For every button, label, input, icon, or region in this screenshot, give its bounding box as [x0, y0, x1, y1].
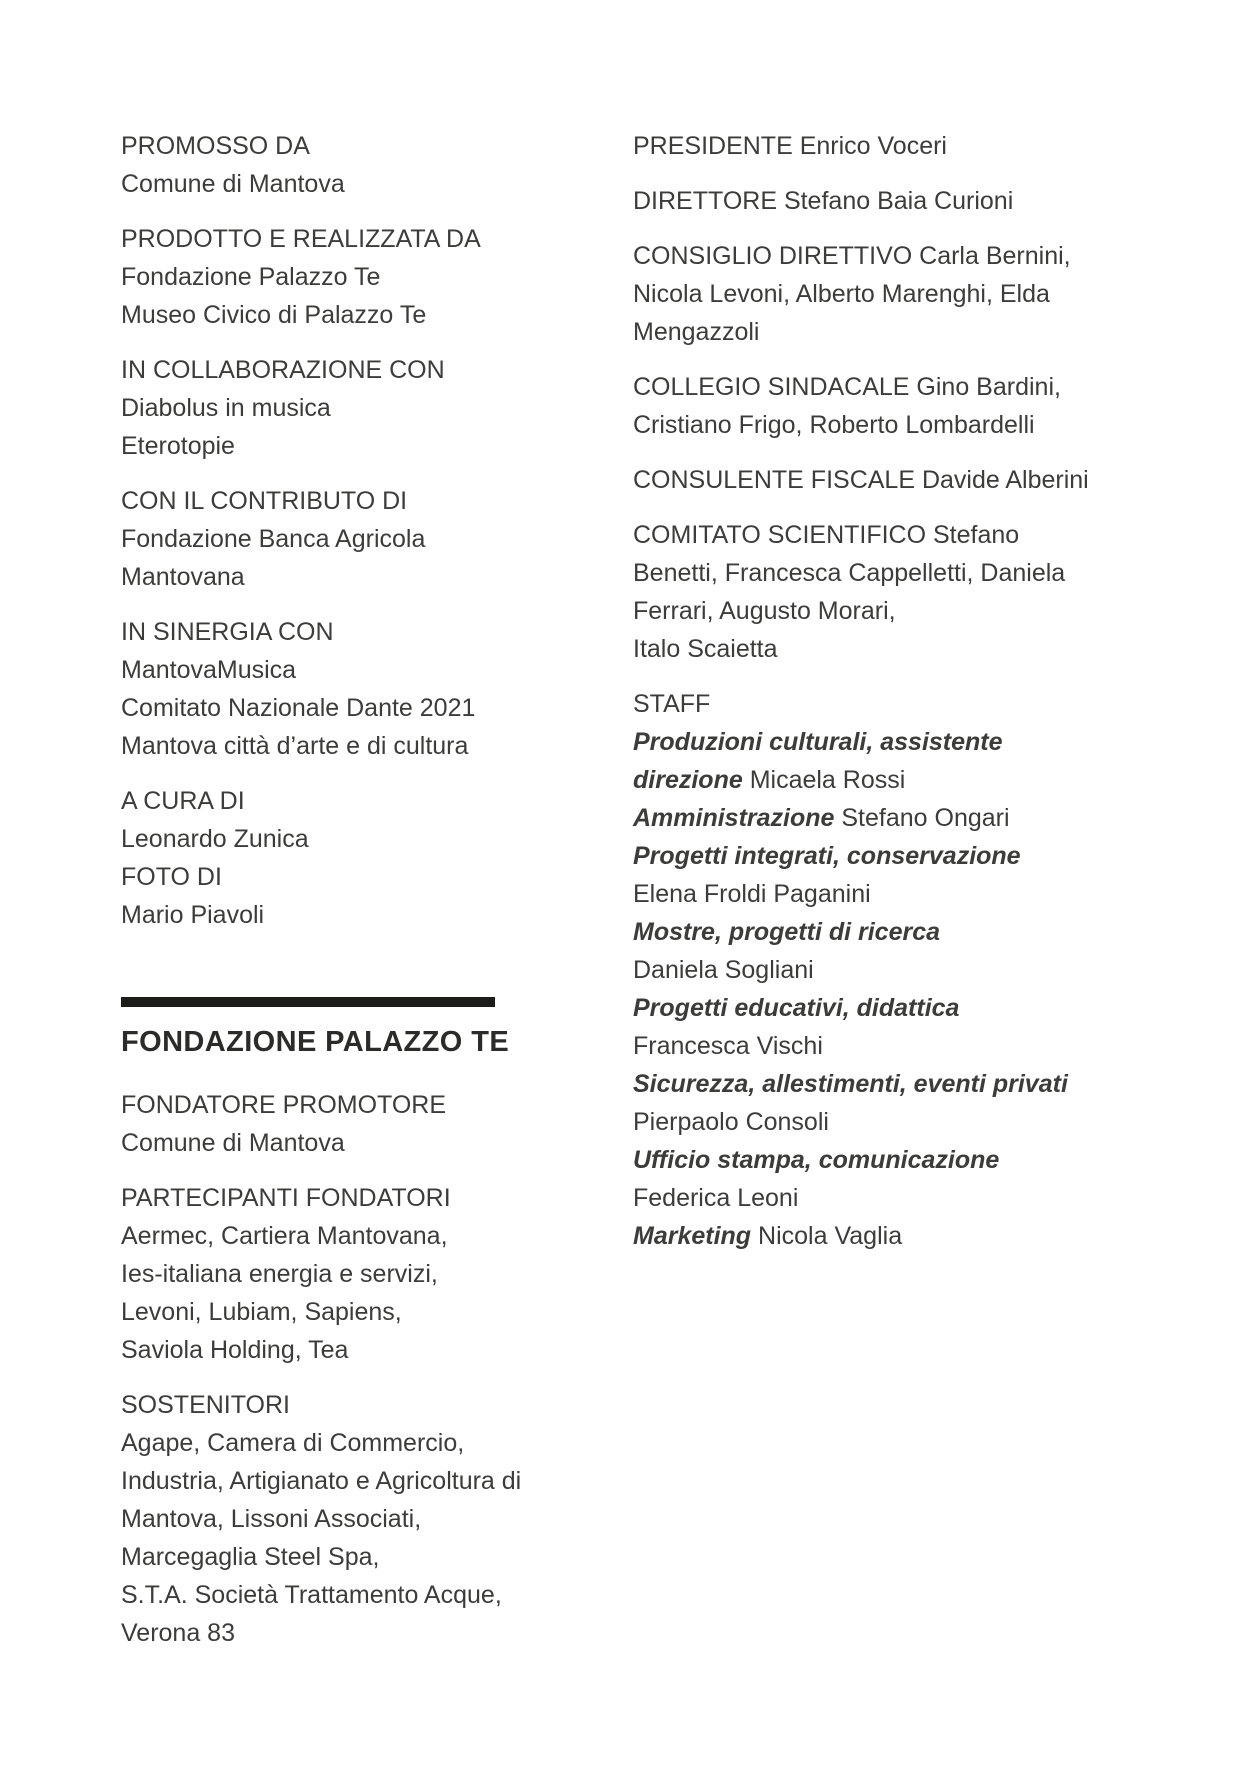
credit-line	[633, 630, 1133, 668]
credit-line	[121, 1217, 581, 1255]
credit-text: Leonardo Zunica	[121, 825, 309, 853]
credit-line	[121, 727, 581, 765]
left-column	[121, 127, 581, 1772]
credit-text: Industria, Artigianato e Agricoltura di	[121, 1467, 522, 1495]
credit-text: PRODOTTO E REALIZZATA DA	[121, 225, 481, 253]
credit-block-con-il-contributo-di	[121, 482, 581, 596]
credit-text: COMITATO SCIENTIFICO Stefano	[633, 521, 1020, 549]
credit-line	[633, 182, 1133, 220]
credit-text: Saviola Holding, Tea	[121, 1336, 349, 1364]
credit-line	[633, 1027, 1133, 1065]
credit-text: Daniela Sogliani	[633, 956, 814, 984]
credit-line	[121, 1293, 581, 1331]
credit-line	[633, 1179, 1133, 1217]
credit-line	[633, 1141, 1133, 1179]
role-label: Ufficio stampa, comunicazione	[633, 1146, 1000, 1174]
credit-line	[121, 165, 581, 203]
credit-line	[633, 127, 1133, 165]
credit-text: Ferrari, Augusto Morari,	[633, 597, 896, 625]
credit-block-promosso-da	[121, 127, 581, 203]
credit-line	[121, 427, 581, 465]
credit-text: IN COLLABORAZIONE CON	[121, 356, 445, 384]
credit-line	[633, 1103, 1133, 1141]
credit-line	[121, 820, 581, 858]
credit-text: Verona 83	[121, 1619, 235, 1647]
credit-line	[633, 799, 1133, 837]
credit-line	[121, 613, 581, 651]
credit-text: Italo Scaietta	[633, 635, 778, 663]
credit-text: STAFF	[633, 690, 711, 718]
role-label: direzione	[633, 766, 743, 794]
credit-line	[633, 554, 1133, 592]
credit-text: FOTO DI	[121, 863, 222, 891]
credit-line	[121, 127, 581, 165]
credit-line	[121, 1124, 581, 1162]
credit-text: PARTECIPANTI FONDATORI	[121, 1184, 451, 1212]
credit-text: Cristiano Frigo, Roberto Lombardelli	[633, 411, 1035, 439]
credit-text: CON IL CONTRIBUTO DI	[121, 487, 408, 515]
section-heading: FONDAZIONE PALAZZO TE	[121, 1026, 510, 1058]
credit-block-presidente	[633, 127, 1133, 165]
credit-block-fondatore-promotore	[121, 1086, 581, 1162]
credit-block-in-sinergia-con	[121, 613, 581, 765]
section-divider-rule	[121, 997, 495, 1007]
credit-text: PRESIDENTE Enrico Voceri	[633, 132, 947, 160]
credit-text: Nicola Vaglia	[751, 1222, 903, 1250]
role-label: Mostre, progetti di ricerca	[633, 918, 941, 946]
credit-text: Federica Leoni	[633, 1184, 799, 1212]
credit-text: Aermec, Cartiera Mantovana,	[121, 1222, 448, 1250]
credit-line	[121, 558, 581, 596]
right-column	[633, 127, 1133, 1772]
credit-block-prodotto-da	[121, 220, 581, 334]
credit-text: Mantova città d’arte e di cultura	[121, 732, 469, 760]
credit-text: A CURA DI	[121, 787, 245, 815]
credit-line	[121, 651, 581, 689]
credit-line	[121, 1331, 581, 1369]
credit-text: Marcegaglia Steel Spa,	[121, 1543, 380, 1571]
credit-line	[633, 1065, 1133, 1103]
credit-line	[633, 837, 1133, 875]
credit-line	[121, 1179, 581, 1217]
credit-line	[633, 761, 1133, 799]
credit-line	[633, 406, 1133, 444]
credit-line	[121, 1500, 581, 1538]
credit-text: Fondazione Banca Agricola	[121, 525, 426, 553]
credit-text: Francesca Vischi	[633, 1032, 823, 1060]
credit-text: COLLEGIO SINDACALE Gino Bardini,	[633, 373, 1061, 401]
credit-text: Stefano Ongari	[834, 804, 1010, 832]
credit-line	[633, 275, 1133, 313]
role-label: Produzioni culturali, assistente	[633, 728, 1003, 756]
credit-line	[633, 685, 1133, 723]
credit-block-in-collaborazione-con	[121, 351, 581, 465]
credit-line	[633, 989, 1133, 1027]
credit-text: IN SINERGIA CON	[121, 618, 334, 646]
credit-text: Nicola Levoni, Alberto Marenghi, Elda	[633, 280, 1050, 308]
credit-line	[121, 296, 581, 334]
credit-line	[121, 1538, 581, 1576]
credit-text: Benetti, Francesca Cappelletti, Daniela	[633, 559, 1066, 587]
role-label: Progetti educativi, didattica	[633, 994, 960, 1022]
credit-text: Mantovana	[121, 563, 245, 591]
credit-line	[121, 351, 581, 389]
credit-line	[121, 858, 581, 896]
credit-text: Micaela Rossi	[742, 766, 906, 794]
credit-text: Mengazzoli	[633, 318, 760, 346]
credit-line	[121, 1576, 581, 1614]
credit-line	[633, 723, 1133, 761]
credit-line	[633, 461, 1133, 499]
credit-text: Ies-italiana energia e servizi,	[121, 1260, 438, 1288]
credit-line	[633, 592, 1133, 630]
credit-line	[121, 520, 581, 558]
credit-text: SOSTENITORI	[121, 1391, 291, 1419]
credit-text: S.T.A. Società Trattamento Acque,	[121, 1581, 502, 1609]
role-label: Sicurezza, allestimenti, eventi privati	[633, 1070, 1068, 1098]
credit-text: Levoni, Lubiam, Sapiens,	[121, 1298, 402, 1326]
credit-text: Elena Froldi Paganini	[633, 880, 871, 908]
credit-block-direttore	[633, 182, 1133, 220]
credit-line	[121, 258, 581, 296]
credit-line	[633, 313, 1133, 351]
credit-text: Eterotopie	[121, 432, 235, 460]
credit-text: Diabolus in musica	[121, 394, 331, 422]
credit-line	[633, 913, 1133, 951]
left-credits	[121, 127, 581, 934]
credit-block-consiglio-direttivo	[633, 237, 1133, 351]
credit-text: Agape, Camera di Commercio,	[121, 1429, 465, 1457]
credit-text: CONSIGLIO DIRETTIVO Carla Bernini,	[633, 242, 1071, 270]
credit-block-partecipanti-fondatori	[121, 1179, 581, 1369]
credit-block-staff	[633, 685, 1133, 1255]
credit-text: Comitato Nazionale Dante 2021	[121, 694, 476, 722]
credit-line	[121, 689, 581, 727]
credit-line	[633, 1217, 1133, 1255]
credit-line	[121, 389, 581, 427]
role-label: Amministrazione	[633, 804, 835, 832]
credit-text: DIRETTORE Stefano Baia Curioni	[633, 187, 1014, 215]
credit-text: Fondazione Palazzo Te	[121, 263, 381, 291]
credit-text: Comune di Mantova	[121, 1129, 345, 1157]
credit-text: CONSULENTE FISCALE Davide Alberini	[633, 466, 1089, 494]
credit-line	[121, 1614, 581, 1652]
credit-line	[633, 516, 1133, 554]
credit-text: MantovaMusica	[121, 656, 297, 684]
credit-line	[121, 1255, 581, 1293]
credit-text: PROMOSSO DA	[121, 132, 310, 160]
credit-line	[121, 782, 581, 820]
right-credits	[633, 127, 1133, 1255]
credit-block-consulente-fiscale	[633, 461, 1133, 499]
credit-block-collegio-sindacale	[633, 368, 1133, 444]
credit-text: Mantova, Lissoni Associati,	[121, 1505, 422, 1533]
credit-block-a-cura-di-foto-di	[121, 782, 581, 934]
credit-line	[121, 1424, 581, 1462]
credit-text: Museo Civico di Palazzo Te	[121, 301, 427, 329]
role-label: Progetti integrati, conservazione	[633, 842, 1021, 870]
credit-text: FONDATORE PROMOTORE	[121, 1091, 447, 1119]
credit-line	[633, 237, 1133, 275]
credit-line	[121, 1086, 581, 1124]
credit-line	[121, 1462, 581, 1500]
credit-line	[633, 875, 1133, 913]
credit-block-comitato-scientifico	[633, 516, 1133, 668]
credit-line	[121, 1386, 581, 1424]
foundation-credits	[121, 1086, 581, 1652]
credit-text: Pierpaolo Consoli	[633, 1108, 829, 1136]
credit-text: Mario Piavoli	[121, 901, 265, 929]
credit-block-sostenitori	[121, 1386, 581, 1652]
credit-text: Comune di Mantova	[121, 170, 345, 198]
credit-line	[633, 368, 1133, 406]
credit-line	[121, 220, 581, 258]
role-label: Marketing	[633, 1222, 752, 1250]
credit-line	[633, 951, 1133, 989]
credit-line	[121, 482, 581, 520]
credit-line	[121, 896, 581, 934]
